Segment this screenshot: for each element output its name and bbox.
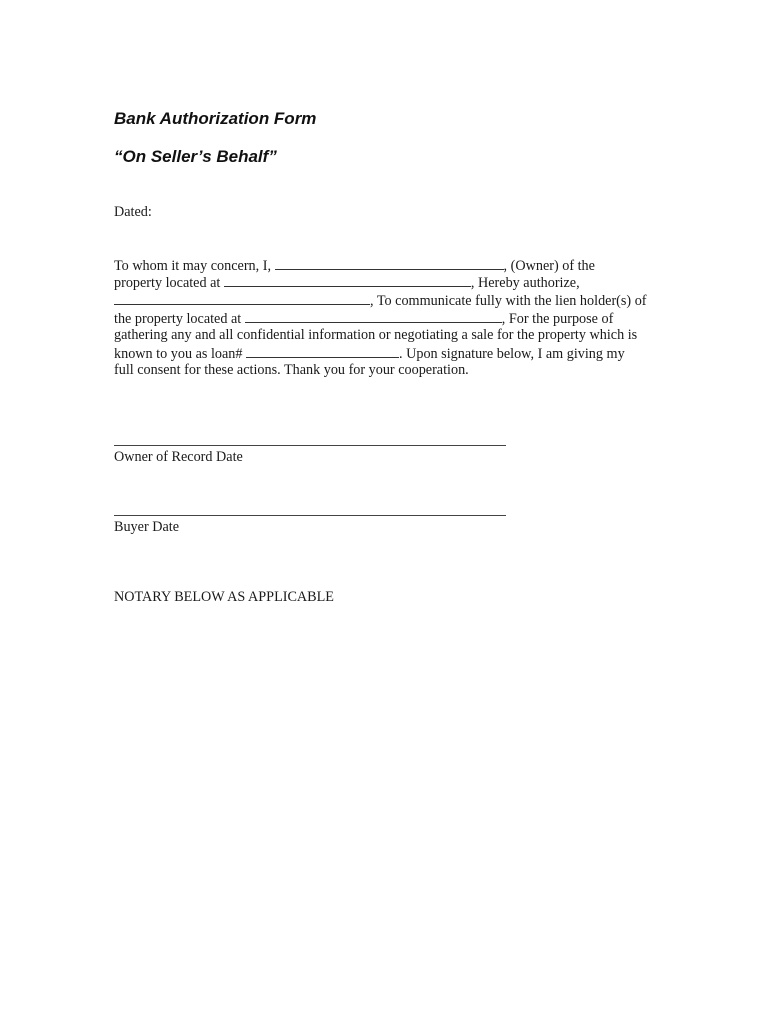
loan-number-blank[interactable] [246, 345, 399, 358]
line-2-text-b: , Hereby authorize, [470, 275, 580, 291]
line-6-text-a: known to you as loan# [114, 346, 243, 362]
paragraph-line-5: gathering any and all confidential information or negotiating a sale for the property which is [114, 327, 638, 343]
owner-signature-label: Owner of Record Date [114, 449, 243, 465]
notary-note: NOTARY BELOW AS APPLICABLE [114, 589, 334, 605]
form-title: Bank Authorization Form [114, 109, 317, 128]
line-3-text-b: , To communicate fully with the lien holder(s) of [370, 293, 647, 309]
line-1-text-b: , (Owner) of the [503, 258, 595, 274]
buyer-signature-label: Buyer Date [114, 519, 180, 535]
property-location-blank[interactable] [245, 310, 502, 323]
paragraph-line-2 [114, 274, 580, 293]
paragraph-line-4 [114, 310, 613, 329]
line-4-text-a: the property located at [114, 311, 242, 327]
paragraph-line-7: full consent for these actions. Thank you for your cooperation. [114, 362, 469, 378]
authorized-party-blank[interactable] [114, 292, 370, 305]
form-subtitle: “On Seller’s Behalf” [114, 147, 277, 166]
paragraph-line-1 [114, 257, 595, 276]
line-6-text-b: . Upon signature below, I am giving my [399, 346, 625, 362]
line-4-text-b: , For the purpose of [501, 311, 614, 327]
paragraph-line-3 [114, 292, 647, 311]
paragraph-line-6 [114, 345, 625, 364]
owner-signature-line[interactable] [114, 445, 506, 446]
owner-name-blank[interactable] [275, 257, 504, 270]
buyer-signature-line[interactable] [114, 515, 506, 516]
dated-label: Dated: [114, 204, 152, 220]
property-address-blank[interactable] [224, 274, 471, 287]
line-2-text-a: property located at [114, 275, 221, 291]
line-1-text-a: To whom it may concern, I, [114, 258, 271, 274]
